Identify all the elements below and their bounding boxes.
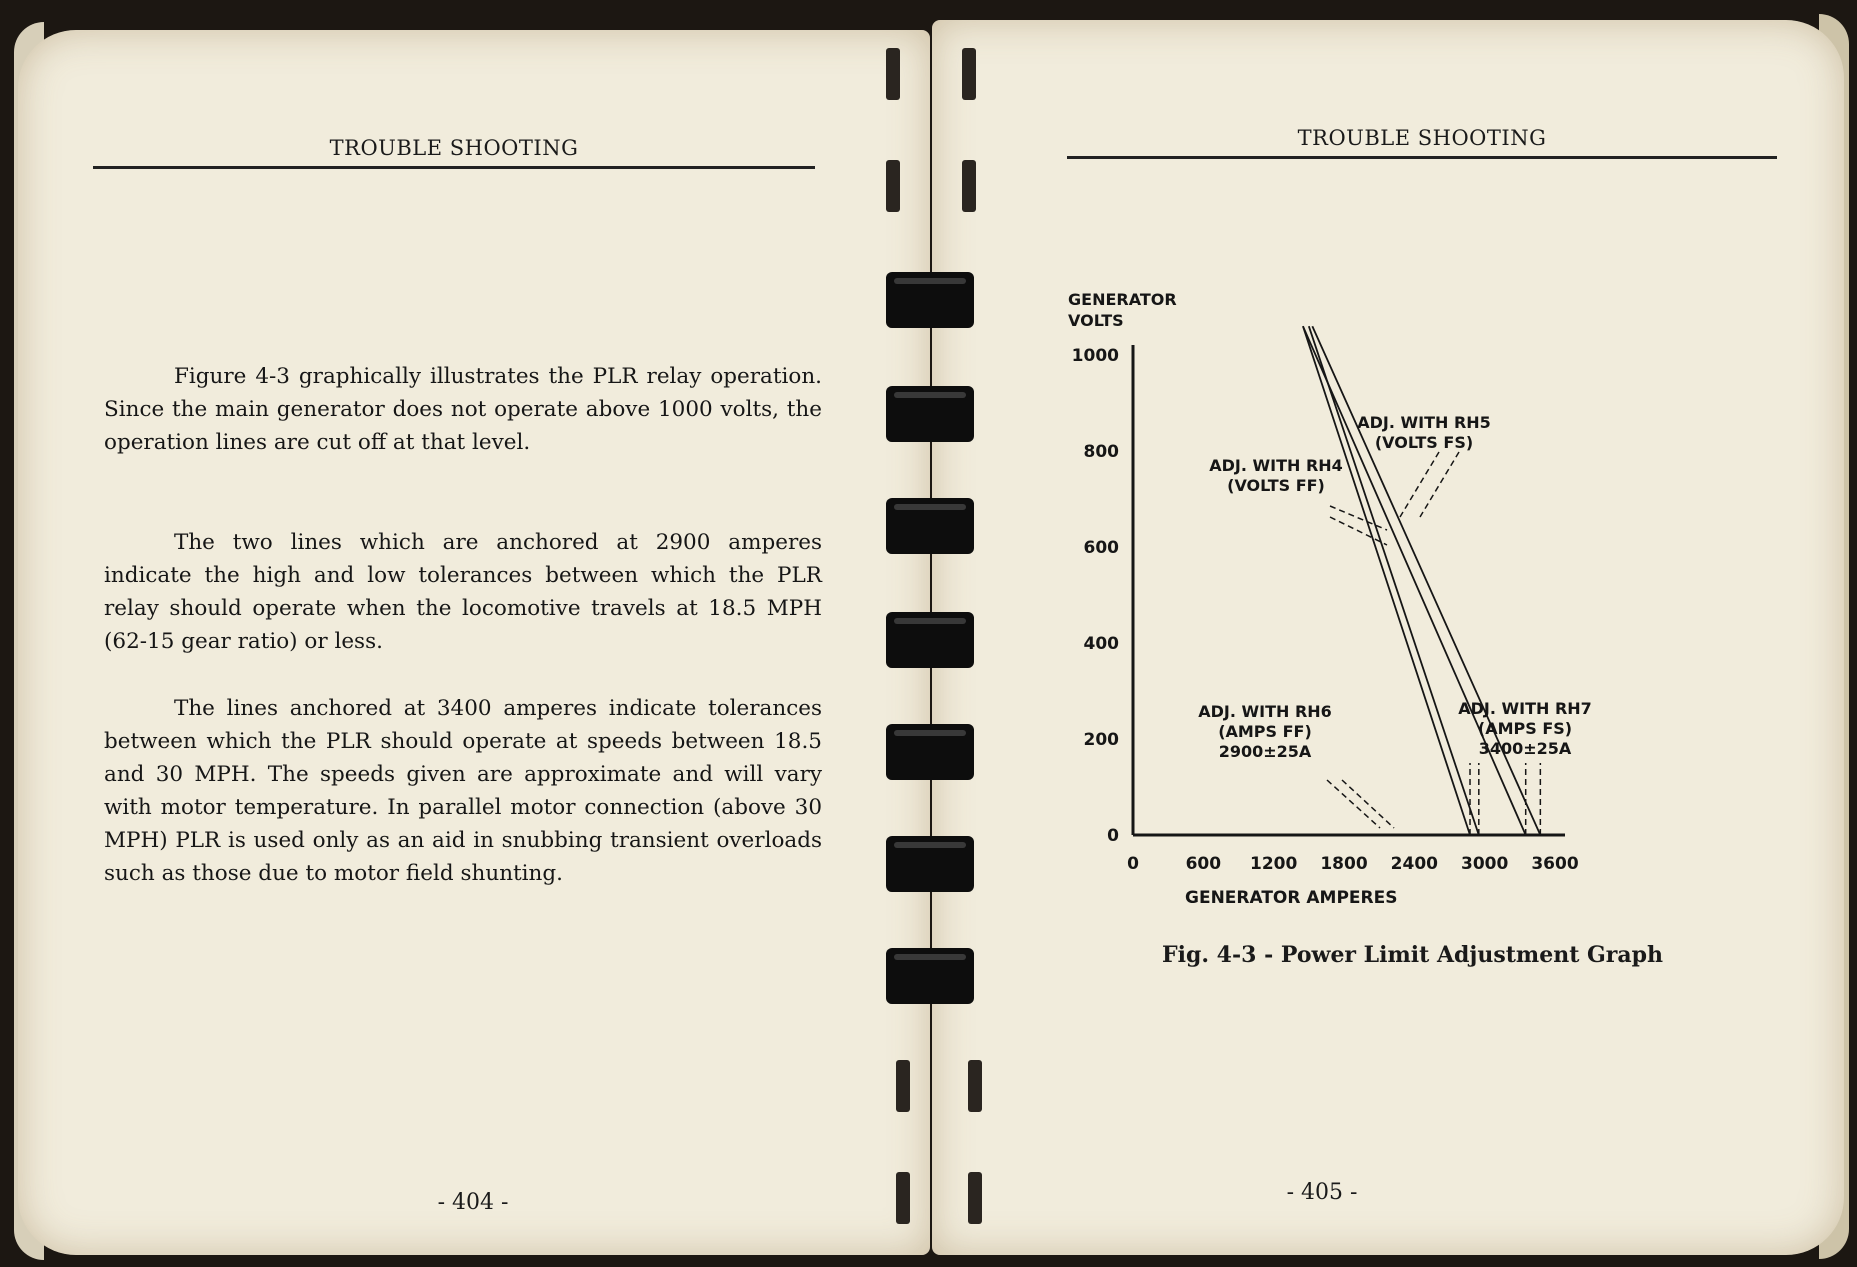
x-axis-title: GENERATOR AMPERES [1185,888,1398,908]
annotation-label: 3400±25A [1478,739,1572,758]
binding-hole [896,1172,910,1224]
leader-line [1342,780,1394,828]
annotation-label: ADJ. WITH RH4 [1209,456,1343,475]
leader-line [1327,780,1380,828]
x-tick-label: 1800 [1320,854,1368,874]
paragraph: The two lines which are anchored at 2900 amperes indicate the high and low tolerances between which the PLR relay should operate when the locomotive travels at 18.5 MPH (62-15 gear ratio) or less. [104,530,822,654]
binding-hole [968,1172,982,1224]
x-tick-label: 3000 [1461,854,1509,874]
annotation-label: ADJ. WITH RH6 [1198,702,1332,721]
page-405 [932,20,1844,1255]
x-tick-label: 0 [1127,854,1139,874]
binding-hole [962,160,976,212]
spiral-ring [886,612,974,668]
binding-hole [886,160,900,212]
binding-hole [886,48,900,100]
page-404 [18,30,930,1255]
figure-caption: Fig. 4-3 - Power Limit Adjustment Graph [1162,942,1664,968]
page-number: - 405 - [1286,1180,1358,1205]
operation-line [1312,326,1540,835]
y-tick-label: 0 [1107,826,1119,846]
binding-hole [962,48,976,100]
paragraph: The lines anchored at 3400 amperes indicate tolerances between which the PLR should operate at speeds between 18.5 and 30 MPH. The speeds given are approximate and will vary with motor temperature. In parallel motor connection (above 30 MPH) PLR is used only as an aid in snubbing transient overloads such as those due to motor field shunting. [104,696,822,886]
page-number: - 404 - [437,1190,509,1215]
binding-hole [896,1060,910,1112]
annotation-label: 2900±25A [1218,742,1312,761]
spiral-ring [886,836,974,892]
spiral-ring [886,498,974,554]
x-tick-label: 600 [1185,854,1222,874]
x-tick-label: 2400 [1390,854,1438,874]
annotation-label: ADJ. WITH RH5 [1357,413,1491,432]
annotation-label: (VOLTS FS) [1374,433,1474,452]
operation-line [1303,326,1526,835]
paragraph: Figure 4-3 graphically illustrates the PLR relay operation. Since the main generator does not operate above 1000 volts, the operation lines are cut off at that level. [104,364,822,455]
spiral-ring [886,272,974,328]
y-tick-label: 200 [1083,730,1119,750]
spiral-ring [886,724,974,780]
y-tick-label: 1000 [1071,346,1119,366]
power-limit-chart [932,20,1844,920]
y-tick-label: 400 [1083,634,1119,654]
leader-line [1330,506,1387,530]
spiral-ring [886,386,974,442]
page-header: TROUBLE SHOOTING [1067,126,1777,159]
binding-hole [968,1060,982,1112]
x-tick-label: 1200 [1250,854,1298,874]
y-axis-title: GENERATOR [1068,290,1177,309]
y-axis-title: VOLTS [1068,311,1124,330]
y-tick-label: 600 [1083,538,1119,558]
annotation-label: (AMPS FS) [1477,719,1573,738]
annotation-label: ADJ. WITH RH7 [1458,699,1592,718]
annotation-label: (VOLTS FF) [1227,476,1325,495]
annotation-label: (AMPS FF) [1218,722,1312,741]
leader-line [1400,452,1439,517]
page-header: TROUBLE SHOOTING [93,136,815,169]
operation-line [1303,326,1470,835]
leader-line [1330,517,1387,545]
y-tick-label: 800 [1083,442,1119,462]
x-tick-label: 3600 [1531,854,1579,874]
leader-line [1420,452,1459,517]
spiral-ring [886,948,974,1004]
operation-line [1309,326,1479,835]
